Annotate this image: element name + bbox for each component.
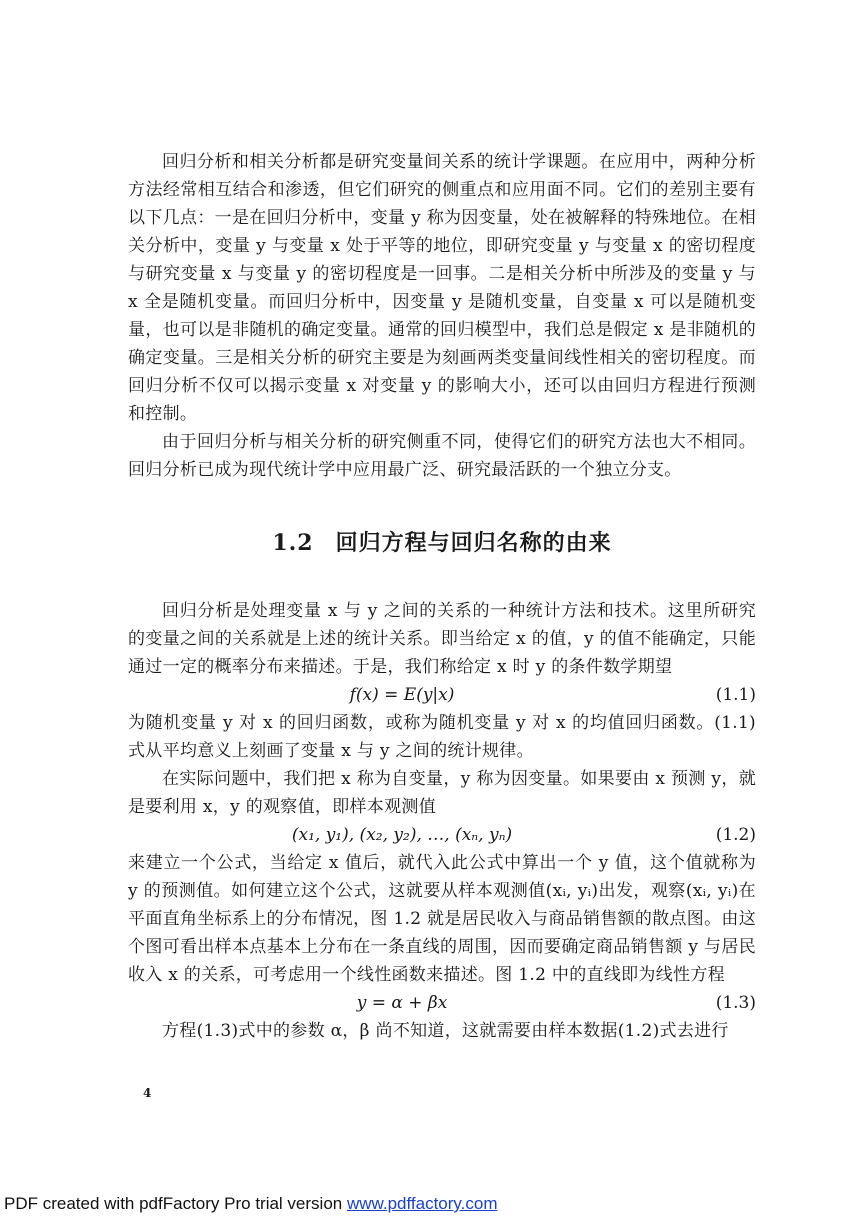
pdf-footer: [4, 1194, 498, 1214]
intro-paragraph-1: 回归分析和相关分析都是研究变量间关系的统计学课题。在应用中，两种分析方法经常相互结合和渗透，但它们研究的侧重点和应用面不同。它们的差别主要有以下几点：一是在回归分析中，变量 y 称为因变量，处在被解释的特殊地位。在相关分析中，变量 y 与变量 x 处于平等的地位，即研究变量 y 与变量 x 的密切程度与研究变量 x 与变量 y 的密切程度是一回事。二是相关分析中所涉及的变量 y 与 x 全是随机变量。而回归分析中，因变量 y 是随机变量，自变量 x 可以是随机变量，也可以是非随机的确定变量。通常的回归模型中，我们总是假定 x 是非随机的确定变量。三是相关分析的研究主要是为刻画两类变量间线性相关的密切程度。而回归分析不仅可以揭示变量 x 对变量 y 的影响大小，还可以由回归方程进行预测和控制。: [128, 152, 756, 424]
equation-expression: (x₁, y₁), (x₂, y₂), …, (xₙ, yₙ): [291, 825, 513, 845]
page-number: 4: [143, 1086, 152, 1100]
equation-1-3: [128, 989, 756, 1017]
body-paragraph-4: 来建立一个公式，当给定 x 值后，就代入此公式中算出一个 y 值，这个值就称为 y 的预测值。如何建立这个公式，这就要从样本观测值(xᵢ, yᵢ)出发，观察(xᵢ, yᵢ)在平面直角坐标系上的分布情况，图 1.2 就是居民收入与商品销售额的散点图。由这个图可看出样本点基本上分布在一条直线的周围，因而要确定商品销售额 y 与居民收入 x 的关系，可考虑用一个线性函数来描述。图 1.2 中的直线即为线性方程: [128, 853, 756, 985]
equation-expression: f(x) = E(y|x): [349, 685, 455, 705]
equation-number: (1.3): [715, 993, 756, 1013]
equation-1-1: [128, 681, 756, 709]
equation-number: (1.2): [715, 825, 756, 845]
section-body: [128, 597, 756, 1045]
section-number: 1.2: [272, 530, 314, 556]
equation-expression: y = α + βx: [356, 993, 448, 1013]
footer-text: PDF created with pdfFactory Pro trial version: [4, 1194, 347, 1213]
body-paragraph-3: 在实际问题中，我们把 x 称为自变量，y 称为因变量。如果要由 x 预测 y，就是要利用 x，y 的观察值，即样本观测值: [128, 769, 756, 817]
equation-1-2: [128, 821, 756, 849]
footer-link[interactable]: www.pdffactory.com: [346, 1194, 498, 1213]
intro-section: [128, 148, 756, 484]
intro-paragraph-2: 由于回归分析与相关分析的研究侧重不同，使得它们的研究方法也大不相同。回归分析已成为现代统计学中应用最广泛、研究最活跃的一个独立分支。: [128, 432, 756, 480]
section-heading: [128, 526, 756, 557]
body-paragraph-5: 方程(1.3)式中的参数 α，β 尚不知道，这就需要由样本数据(1.2)式去进行: [162, 1021, 729, 1041]
body-paragraph-2: 为随机变量 y 对 x 的回归函数，或称为随机变量 y 对 x 的均值回归函数。(1.1)式从平均意义上刻画了变量 x 与 y 之间的统计规律。: [128, 713, 756, 761]
body-paragraph-1: 回归分析是处理变量 x 与 y 之间的关系的一种统计方法和技术。这里所研究的变量之间的关系就是上述的统计关系。即当给定 x 的值，y 的值不能确定，只能通过一定的概率分布来描述。于是，我们称给定 x 时 y 的条件数学期望: [128, 601, 756, 677]
section-title: 回归方程与回归名称的由来: [335, 530, 612, 556]
equation-number: (1.1): [715, 685, 756, 705]
